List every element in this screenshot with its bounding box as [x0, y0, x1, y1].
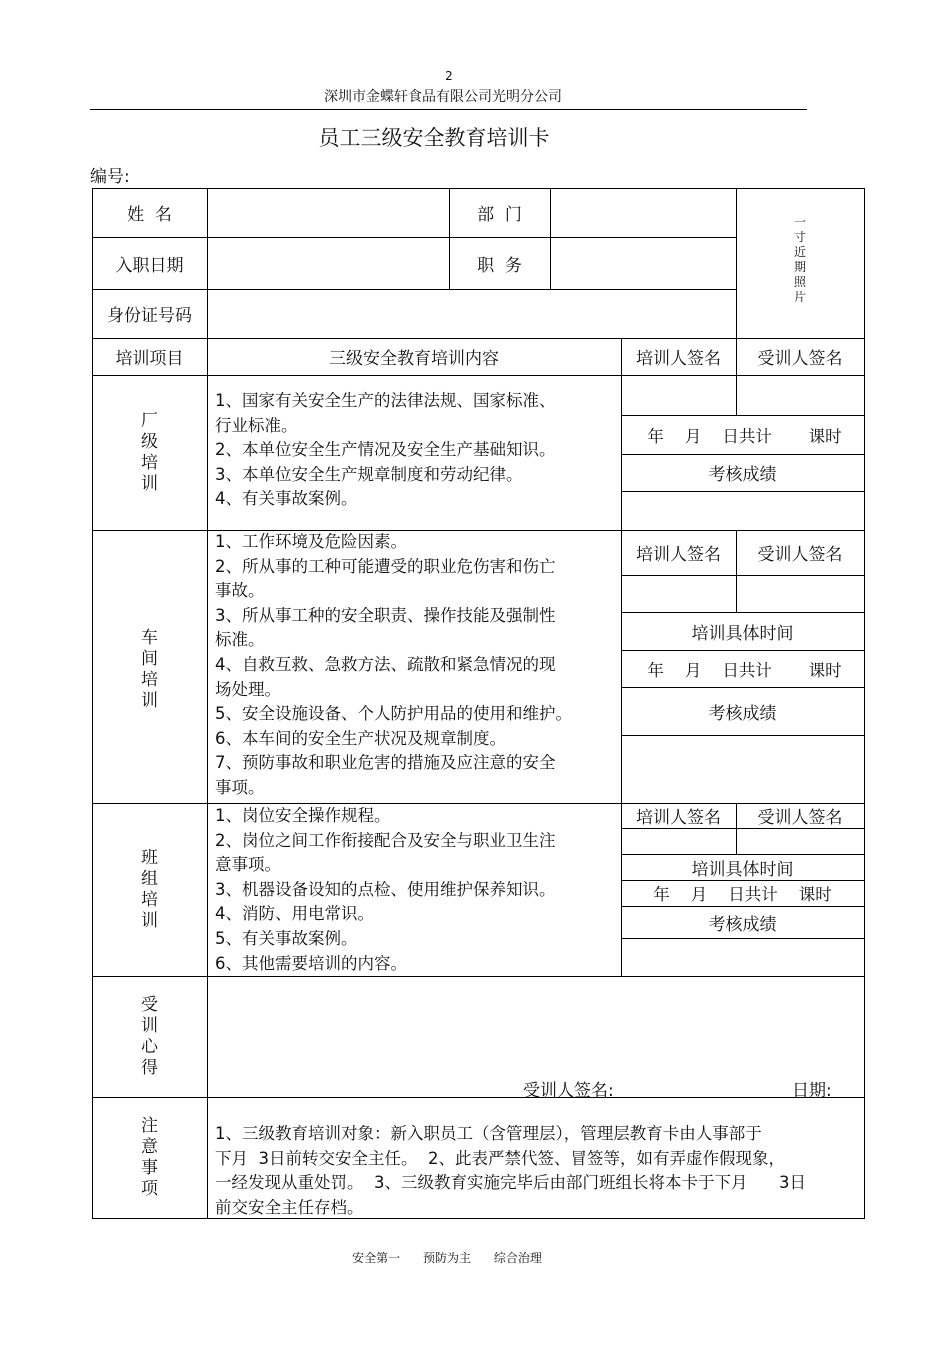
factory-trainer-sign-field[interactable]	[622, 376, 736, 415]
reflection-signature-label: 受训人签名:	[523, 1081, 614, 1101]
id-number-field[interactable]	[208, 290, 736, 338]
factory-trainee-sign-field[interactable]	[737, 376, 864, 415]
factory-assessment-label: 考核成绩	[708, 465, 777, 485]
col-header-trainer-sign: 培训人签名	[636, 349, 721, 369]
company-name: 深圳市金蝶轩食品有限公司光明分公司	[324, 89, 562, 105]
workshop-trainer-sign-field[interactable]	[622, 576, 736, 612]
workshop-time-label: 培训具体时间	[691, 623, 794, 644]
workshop-trainee-sign-label: 受训人签名	[757, 545, 843, 565]
reflection-label: 受 训 心 得	[141, 994, 158, 1078]
team-time-label: 培训具体时间	[691, 859, 794, 880]
workshop-assessment-label: 考核成绩	[708, 703, 777, 724]
team-trainee-sign-field[interactable]	[737, 829, 864, 854]
entry-date-field[interactable]	[208, 238, 449, 289]
name-label: 姓 名	[127, 205, 172, 225]
team-trainee-sign-label: 受训人签名	[757, 808, 843, 828]
name-field[interactable]	[208, 189, 449, 237]
team-assessment-field[interactable]	[622, 939, 864, 976]
workshop-training-label: 车 间 培 训	[141, 628, 158, 711]
workshop-assessment-field[interactable]	[622, 736, 864, 803]
notes-label: 注 意 事 项	[141, 1115, 158, 1199]
workshop-date-hours: 年 月 日共计 课时	[647, 660, 842, 680]
col-header-item: 培训项目	[115, 349, 184, 369]
position-label: 职 务	[477, 255, 522, 276]
factory-training-content: 1、国家有关安全生产的法律法规、国家标准、 行业标准。 2、本单位安全生产情况及安全生产基础知识。 3、本单位安全生产规章制度和劳动纪律。 4、有关事故案例。	[215, 391, 556, 509]
reflection-date-label: 日期:	[792, 1081, 832, 1101]
department-label: 部 门	[477, 205, 522, 225]
factory-training-label: 厂 级 培 训	[141, 410, 158, 494]
footer-slogan: 安全第一 预防为主 综合治理	[352, 1251, 542, 1265]
serial-number-label: 编号:	[90, 167, 130, 187]
factory-date-hours: 年 月 日共计 课时	[647, 426, 842, 446]
department-field[interactable]	[551, 189, 736, 237]
workshop-training-content: 1、工作环境及危险因素。 2、所从事的工种可能遭受的职业危伤害和伤亡 事故。 3、所从事工种的安全职责、操作技能及强制性 标准。 4、自救互救、急救方法、疏散和紧急情况的现 场处理。 5、安全设施设备、个人防护用品的使用和维护。 6、本车间的安全生产状况及规章制度。 7、预防事故和职业危害的措施及应注意的安全 事项。	[215, 532, 572, 797]
team-assessment-label: 考核成绩	[708, 914, 777, 935]
workshop-trainee-sign-field[interactable]	[737, 576, 864, 612]
factory-assessment-field[interactable]	[622, 492, 864, 530]
team-trainer-sign-label: 培训人签名	[636, 808, 721, 828]
id-number-label: 身份证号码	[107, 306, 192, 326]
team-training-label: 班 组 培 训	[141, 847, 158, 931]
position-field[interactable]	[551, 238, 736, 289]
col-header-content: 三级安全教育培训内容	[329, 349, 499, 369]
team-training-content: 1、岗位安全操作规程。 2、岗位之间工作衔接配合及安全与职业卫生注 意事项。 3、机器设备设知的点检、使用维护保养知识。 4、消防、用电常识。 5、有关事故案例。 6、其他需要培训的内容。	[215, 806, 556, 973]
col-header-trainee-sign: 受训人签名	[757, 349, 843, 369]
header-divider	[90, 109, 807, 110]
reflection-text-field[interactable]	[208, 977, 864, 1072]
team-trainer-sign-field[interactable]	[622, 829, 736, 854]
notes-content: 1、三级教育培训对象：新入职员工（含管理层），管理层教育卡由人事部于 下月 3日前转交安全主任。 2、此表严禁代签、冒签等，如有弄虚作假现象， 一经发现从重处罚。 3、三级教育实施完毕后由部门班组长将本卡于下月 3日 前交安全主任存档。	[215, 1124, 806, 1217]
workshop-trainer-sign-label: 培训人签名	[636, 545, 721, 565]
entry-date-label: 入职日期	[115, 255, 184, 276]
page-title: 员工三级安全教育培训卡	[318, 126, 550, 150]
photo-placeholder: 一 寸 近 期 照 片	[793, 215, 806, 304]
team-date-hours: 年 月 日共计 课时	[653, 885, 832, 904]
page-number: 2	[445, 69, 453, 83]
